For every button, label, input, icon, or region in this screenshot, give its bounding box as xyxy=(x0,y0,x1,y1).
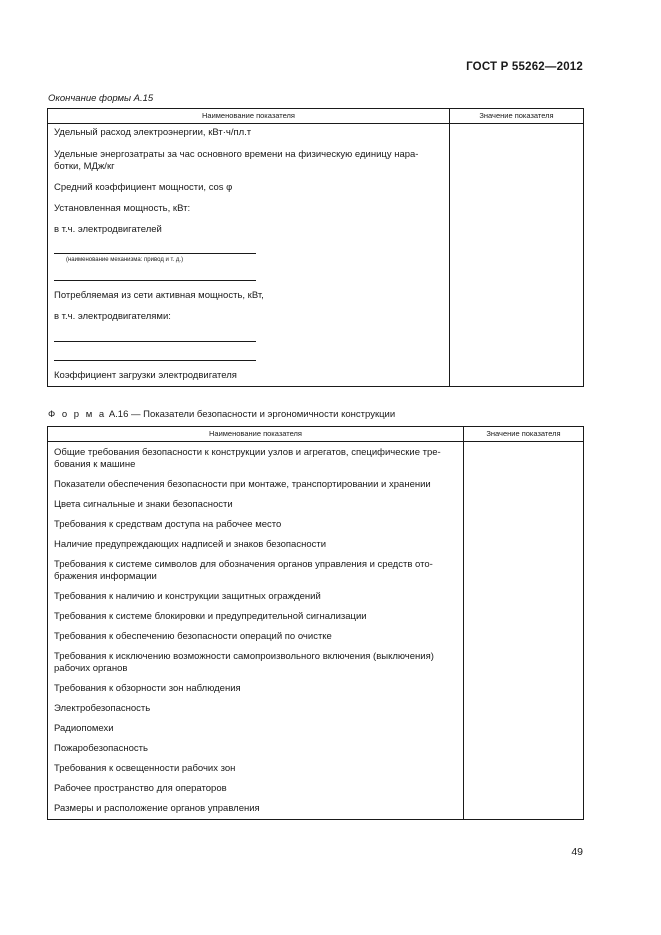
list-item xyxy=(54,723,455,735)
list-item-line: Требования к исключению возможности самопроизвольного включения (выключения) xyxy=(54,651,434,662)
list-item-line: Цвета сигнальные и знаки безопасности xyxy=(54,499,233,510)
list-item xyxy=(54,631,455,643)
signature-line xyxy=(54,236,256,254)
list-item-line: Наличие предупреждающих надписей и знаков безопасности xyxy=(54,539,327,550)
list-item-line: Требования к освещенности рабочих зон xyxy=(54,763,236,774)
list-item xyxy=(54,591,455,603)
list-item xyxy=(54,611,455,623)
list-item: Средний коэффициент мощности, cos φ xyxy=(54,182,233,193)
list-item-line: Требования к обеспечению безопасности операций по очистке xyxy=(54,631,332,642)
list-item xyxy=(54,743,455,755)
list-item xyxy=(54,519,455,531)
list-item-line: Показатели обеспечения безопасности при монтаже, транспортировании и хранении xyxy=(54,479,431,490)
form-a15-table xyxy=(47,108,584,387)
caption-text: А.16 — Показатели безопасности и эргономичности конструкции xyxy=(108,409,396,420)
list-item xyxy=(54,499,455,511)
column-header-name: Наименование показателя xyxy=(48,427,464,442)
document-code: ГОСТ Р 55262—2012 xyxy=(466,61,583,73)
signature-line xyxy=(54,342,256,361)
list-item xyxy=(54,763,455,775)
list-item xyxy=(54,703,455,715)
list-item-line: Электробезопасность xyxy=(54,703,151,714)
indicator-values-cell xyxy=(450,124,584,387)
column-header-value: Значение показателя xyxy=(450,109,584,124)
list-item-line: бования к машине xyxy=(54,459,136,470)
list-item-line: Общие требования безопасности к конструкции узлов и агрегатов, специфические тре- xyxy=(54,447,441,458)
list-item xyxy=(54,559,455,583)
signature-line xyxy=(54,264,256,281)
list-item xyxy=(54,447,455,471)
list-item xyxy=(54,803,455,815)
list-item-line: Требования к наличию и конструкции защитных ограждений xyxy=(54,591,321,602)
list-item-line: Пожаробезопасность xyxy=(54,743,148,754)
table-header-row xyxy=(48,109,584,124)
form-a16-table xyxy=(47,426,584,820)
table-header-row xyxy=(48,427,584,442)
list-item: в т.ч. электродвигателями: xyxy=(54,311,171,322)
list-item-line: Размеры и расположение органов управления xyxy=(54,803,260,814)
list-item-line: рабочих органов xyxy=(54,663,128,674)
table-body-row xyxy=(48,124,584,387)
list-item xyxy=(54,539,455,551)
list-item-line: Требования к системе блокировки и предупредительной сигнализации xyxy=(54,611,367,622)
list-item xyxy=(54,683,455,695)
list-item-line: бражения информации xyxy=(54,571,157,582)
column-header-value: Значение показателя xyxy=(464,427,584,442)
caption-prefix: Ф о р м а xyxy=(48,409,107,420)
signature-line xyxy=(54,323,256,342)
list-item: Удельные энергозатраты за час основного времени на физическую единицу нара- xyxy=(54,149,419,160)
list-item-line: Требования к средствам доступа на рабочее место xyxy=(54,519,282,530)
table-body-row xyxy=(48,442,584,820)
list-item: Удельный расход электроэнергии, кВт·ч/пл.т xyxy=(54,127,252,138)
list-item xyxy=(54,479,455,491)
list-item: в т.ч. электродвигателей xyxy=(54,224,162,235)
list-item xyxy=(54,783,455,795)
list-item: Коэффициент загрузки электродвигателя xyxy=(54,370,237,381)
indicator-names-cell xyxy=(48,124,450,387)
form-a16-caption xyxy=(48,409,395,420)
list-item: Потребляемая из сети активная мощность, кВт, xyxy=(54,290,264,301)
indicator-values-cell xyxy=(464,442,584,820)
list-item: Установленная мощность, кВт: xyxy=(54,203,191,214)
list-item xyxy=(54,651,455,675)
signature-caption: (наименование механизма: привод и т. д.) xyxy=(66,257,184,263)
list-item-line: Рабочее пространство для операторов xyxy=(54,783,227,794)
list-item: ботки, МДж/кг xyxy=(54,161,115,172)
page-number: 49 xyxy=(571,846,583,858)
indicator-names-cell xyxy=(48,442,464,820)
list-item-line: Требования к системе символов для обозначения органов управления и средств ото- xyxy=(54,559,433,570)
form-a15-caption: Окончание формы А.15 xyxy=(48,93,154,104)
list-item-line: Радиопомехи xyxy=(54,723,114,734)
list-item-line: Требования к обзорности зон наблюдения xyxy=(54,683,241,694)
column-header-name: Наименование показателя xyxy=(48,109,450,124)
